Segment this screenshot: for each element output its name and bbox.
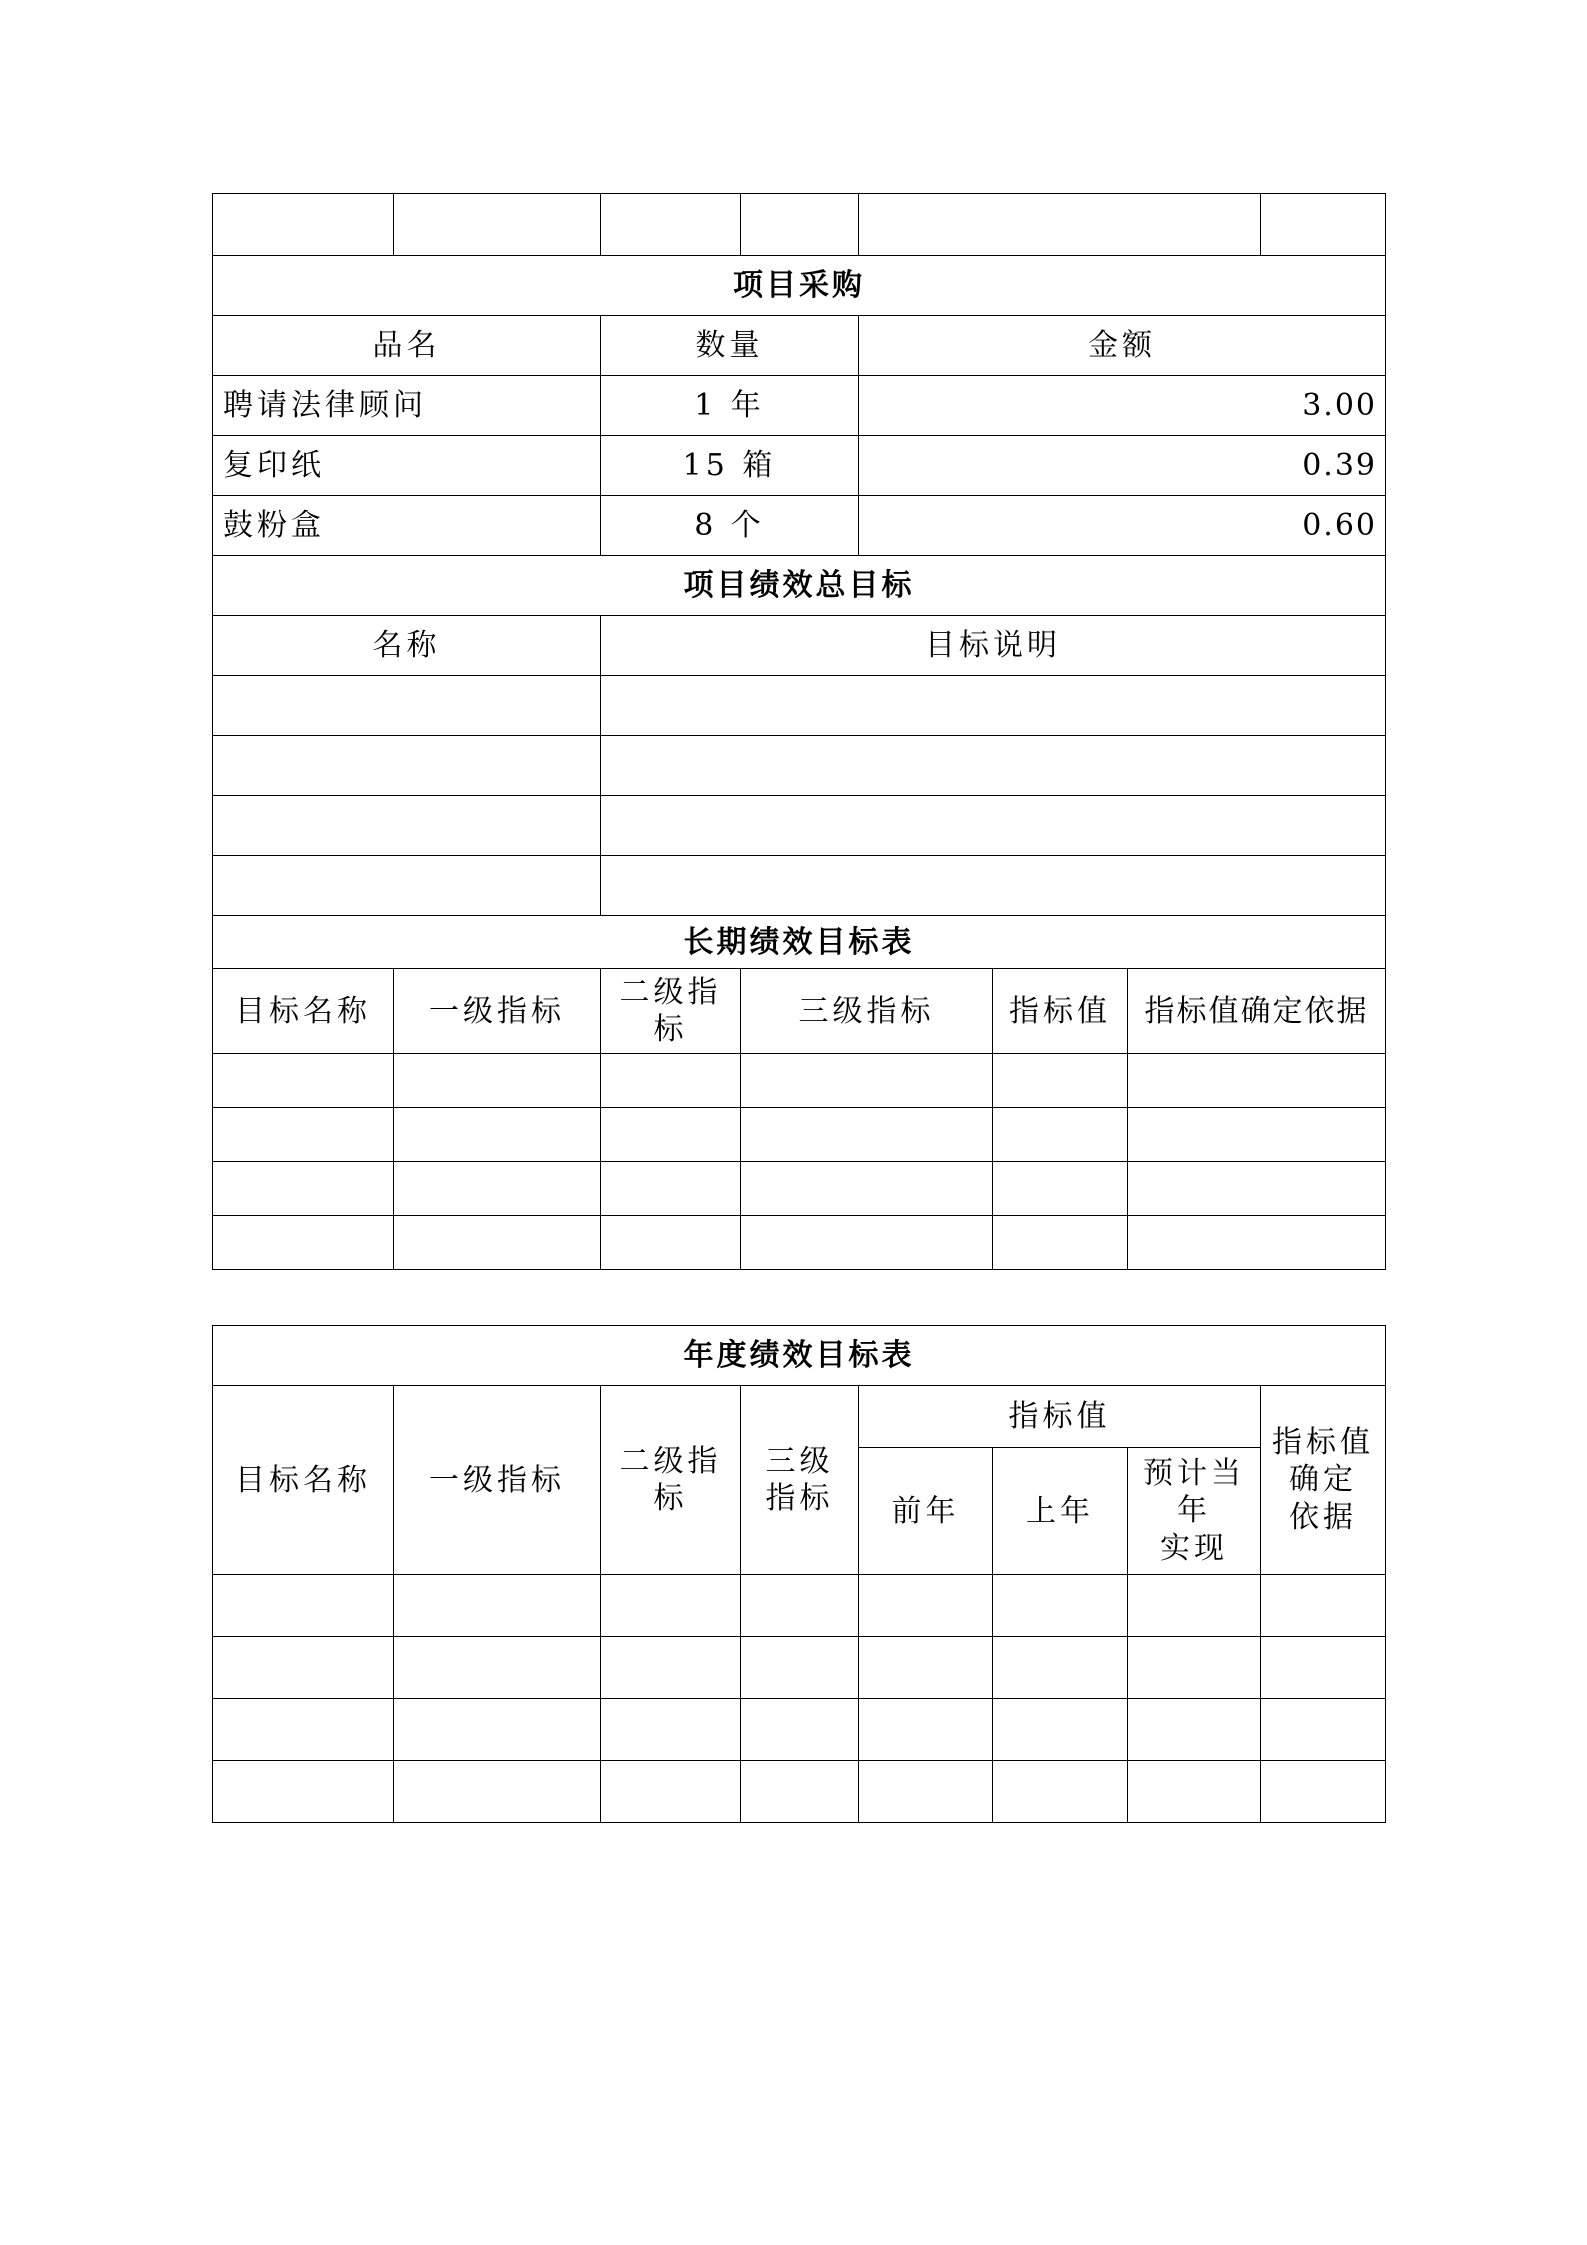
table-cell: [741, 1699, 859, 1761]
table-row: [213, 796, 1386, 856]
table-cell: [859, 1699, 993, 1761]
procurement-quantity: 8 个: [601, 496, 859, 556]
table-cell: [741, 1054, 993, 1108]
table-cell: [993, 1575, 1128, 1637]
header-desc: 目标说明: [601, 616, 1386, 676]
table-cell: [1261, 194, 1386, 256]
header-l2-line2: 标: [653, 1481, 688, 1516]
table-cell: [394, 1162, 601, 1216]
table-cell: [741, 1761, 859, 1823]
header-l2-line1: 二级指: [619, 974, 722, 1010]
header-expected-line2: 年: [1177, 1493, 1211, 1529]
header-goal: 目标名称: [213, 1386, 394, 1575]
table-cell: [213, 1761, 394, 1823]
table-cell: [601, 676, 1386, 736]
table-cell: [993, 1637, 1128, 1699]
procurement-item: 复印纸: [213, 436, 601, 496]
table-cell: [1128, 1761, 1261, 1823]
header-expected: [1128, 1448, 1261, 1575]
table-cell: [394, 1108, 601, 1162]
table-cell: [394, 1216, 601, 1270]
table-cell: [1128, 1699, 1261, 1761]
table-cell: [1261, 1637, 1386, 1699]
header-l2: [601, 969, 741, 1054]
long-term-title: 长期绩效目标表: [213, 916, 1386, 969]
table-cell: [741, 1575, 859, 1637]
header-prev-year: 前年: [859, 1448, 993, 1575]
table-cell: [1128, 1108, 1386, 1162]
table-cell: [394, 1637, 601, 1699]
table-row: [213, 736, 1386, 796]
table-cell: [213, 1108, 394, 1162]
header-l3: 三级指标: [741, 969, 993, 1054]
table-cell: [993, 1216, 1128, 1270]
header-basis: [1261, 1386, 1386, 1575]
table-cell: [213, 1575, 394, 1637]
table-cell: [213, 1216, 394, 1270]
table-cell: [394, 1699, 601, 1761]
table-cell: [1261, 1699, 1386, 1761]
table-cell: [1261, 1761, 1386, 1823]
table-cell: [213, 856, 601, 916]
header-basis: 指标值确定依据: [1128, 969, 1386, 1054]
table-row: [213, 1162, 1386, 1216]
budget-table-upper: [212, 193, 1386, 1270]
header-l3: [741, 1386, 859, 1575]
table-cell: [394, 1761, 601, 1823]
annual-performance-table: [212, 1325, 1386, 1823]
header-item: 品名: [213, 316, 601, 376]
header-basis-line1: 指标值: [1272, 1424, 1374, 1460]
header-l3-line2: 指标: [765, 1481, 834, 1516]
table-cell: [859, 1575, 993, 1637]
table-cell: [1128, 1054, 1386, 1108]
table-cell: [993, 1162, 1128, 1216]
header-expected-line1: 预计当: [1143, 1455, 1245, 1491]
table-cell: [394, 194, 601, 256]
table-cell: [213, 1054, 394, 1108]
table-cell: [741, 1162, 993, 1216]
table-cell: [213, 736, 601, 796]
table-row: [213, 496, 1386, 556]
header-basis-line2: 确定: [1289, 1462, 1357, 1498]
table-cell: [741, 1108, 993, 1162]
table-row: [213, 376, 1386, 436]
table-cell: [741, 1216, 993, 1270]
header-amount: 金额: [859, 316, 1386, 376]
header-name: 名称: [213, 616, 601, 676]
procurement-quantity: 1 年: [601, 376, 859, 436]
overall-goal-header-row: [213, 616, 1386, 676]
table-cell: [213, 1637, 394, 1699]
header-l3-line1: 三级: [765, 1443, 834, 1479]
table-cell: [741, 194, 859, 256]
table-row: [213, 856, 1386, 916]
table-cell: [601, 1761, 741, 1823]
table-row: [213, 194, 1386, 256]
table-cell: [213, 194, 394, 256]
table-cell: [993, 1761, 1128, 1823]
header-value: 指标值: [993, 969, 1128, 1054]
table-cell: [859, 194, 1261, 256]
table-cell: [993, 1054, 1128, 1108]
table-row: [213, 1637, 1386, 1699]
table-row: [213, 676, 1386, 736]
table-cell: [601, 736, 1386, 796]
table-cell: [394, 1575, 601, 1637]
table-cell: [601, 1108, 741, 1162]
table-row: [213, 1108, 1386, 1162]
table-cell: [213, 1699, 394, 1761]
table-cell: [859, 1761, 993, 1823]
table-row: [213, 1761, 1386, 1823]
overall-goal-title: 项目绩效总目标: [213, 556, 1386, 616]
table-cell: [1128, 1575, 1261, 1637]
table-row: [213, 1054, 1386, 1108]
table-cell: [1128, 1216, 1386, 1270]
table-row: [213, 1575, 1386, 1637]
table-cell: [601, 194, 741, 256]
procurement-amount: 0.39: [859, 436, 1386, 496]
header-l1: 一级指标: [394, 969, 601, 1054]
table-cell: [213, 796, 601, 856]
header-basis-line3: 依据: [1289, 1499, 1357, 1535]
table-cell: [1128, 1162, 1386, 1216]
table-cell: [601, 1162, 741, 1216]
header-goal: 目标名称: [213, 969, 394, 1054]
annual-title: 年度绩效目标表: [213, 1326, 1386, 1386]
table-cell: [993, 1108, 1128, 1162]
procurement-item: 聘请法律顾问: [213, 376, 601, 436]
table-cell: [601, 1575, 741, 1637]
header-quantity: 数量: [601, 316, 859, 376]
table-row: [213, 436, 1386, 496]
header-value: 指标值: [859, 1386, 1261, 1448]
table-cell: [1261, 1575, 1386, 1637]
table-row: [213, 1216, 1386, 1270]
procurement-item: 鼓粉盒: [213, 496, 601, 556]
table-cell: [859, 1637, 993, 1699]
header-l2-line2: 标: [653, 1012, 688, 1047]
procurement-amount: 0.60: [859, 496, 1386, 556]
procurement-title: 项目采购: [213, 256, 1386, 316]
table-cell: [213, 1162, 394, 1216]
procurement-amount: 3.00: [859, 376, 1386, 436]
header-l1: 一级指标: [394, 1386, 601, 1575]
header-l2-line1: 二级指: [619, 1443, 722, 1479]
table-cell: [601, 856, 1386, 916]
table-row: [213, 1699, 1386, 1761]
header-l2: [601, 1386, 741, 1575]
procurement-quantity: 15 箱: [601, 436, 859, 496]
table-cell: [601, 1054, 741, 1108]
table-cell: [601, 1699, 741, 1761]
table-cell: [741, 1637, 859, 1699]
table-cell: [1128, 1637, 1261, 1699]
procurement-header-row: [213, 316, 1386, 376]
table-cell: [993, 1699, 1128, 1761]
long-term-header-row: [213, 969, 1386, 1054]
table-cell: [213, 676, 601, 736]
table-cell: [394, 1054, 601, 1108]
annual-header-row: [213, 1386, 1386, 1448]
table-cell: [601, 1216, 741, 1270]
header-expected-line3: 实现: [1160, 1530, 1228, 1566]
table-cell: [601, 1637, 741, 1699]
table-cell: [601, 796, 1386, 856]
header-last-year: 上年: [993, 1448, 1128, 1575]
